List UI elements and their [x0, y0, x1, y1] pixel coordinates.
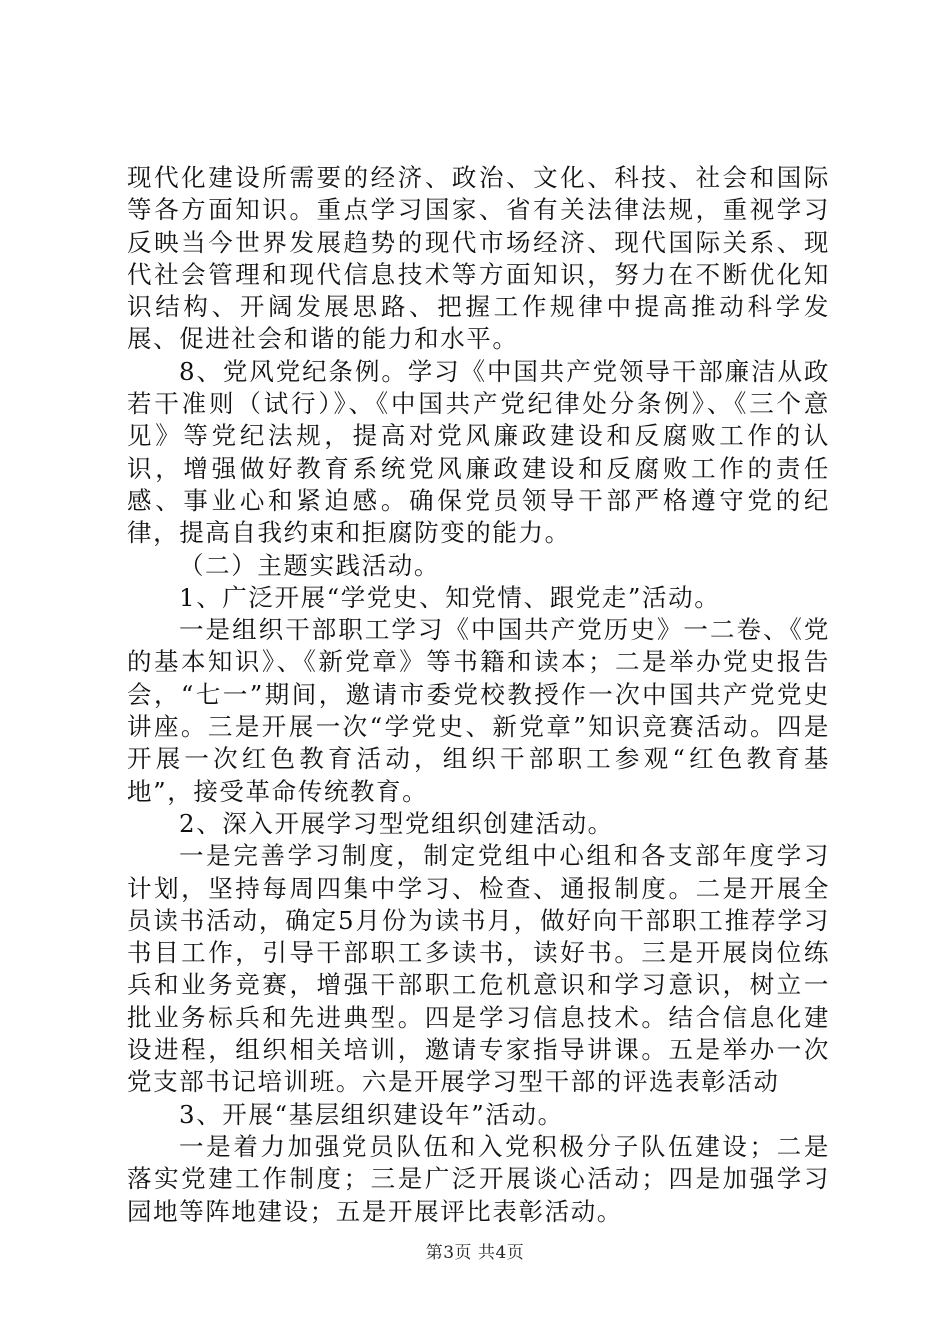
- item-heading-3: 3、开展“基层组织建设年”活动。: [179, 1099, 564, 1129]
- paragraph-1: 现代化建设所需要的经济、政治、文化、科技、社会和国际等各方面知识。重点学习国家、省有关法律法规，重视学习反映当今世界发展趋势的现代市场经济、现代国际关系、现代社会管理和现代信息技术等方面知识，努力在不断优化知识结构、开阔发展思路、把握工作规律中提高推动科学发展、促进社会和谐的能力和水平。: [127, 163, 830, 354]
- paragraph-5: 一是着力加强党员队伍和入党积极分子队伍建设；二是落实党建工作制度；三是广泛开展谈心活动；四是加强学习园地等阵地建设；五是开展评比表彰活动。: [127, 1131, 830, 1226]
- paragraph-4: 一是完善学习制度，制定党组中心组和各支部年度学习计划，坚持每周四集中学习、检查、通报制度。二是开展全员读书活动，确定5月份为读书月，做好向干部职工推荐学习书目工作，引导干部职工多读书，读好书。三是开展岗位练兵和业务竞赛，增强干部职工危机意识和学习意识，树立一批业务标兵和先进典型。四是学习信息技术。结合信息化建设进程，组织相关培训，邀请专家指导讲课。五是举办一次党支部书记培训班。六是开展学习型干部的评选表彰活动: [127, 841, 830, 1097]
- item-heading-1: 1、广泛开展“学党史、知党情、跟党走”活动。: [179, 582, 721, 612]
- document-body: [127, 162, 830, 1228]
- paragraph-3: 一是组织干部职工学习《中国共产党历史》一二卷、《党的基本知识》、《新党章》等书籍和读本；二是举办党史报告会，“七一”期间，邀请市委党校教授作一次中国共产党党史讲座。三是开展一次“学党史、新党章”知识竞赛活动。四是开展一次红色教育活动，组织干部职工参观“红色教育基地”，接受革命传统教育。: [127, 615, 830, 806]
- paragraph-2: 8、党风党纪条例。学习《中国共产党领导干部廉洁从政若干准则（试行）》、《中国共产党纪律处分条例》、《三个意见》等党纪法规，提高对党风廉政建设和反腐败工作的认识，增强做好教育系统党风廉政建设和反腐败工作的责任感、事业心和紧迫感。确保党员领导干部严格遵守党的纪律，提高自我约束和拒腐防变的能力。: [127, 356, 830, 548]
- page-number-footer: 第3页 共4页: [425, 1243, 525, 1263]
- item-heading-2: 2、深入开展学习型党组织创建活动。: [179, 808, 614, 838]
- section-heading: （二）主题实践活动。: [179, 550, 440, 580]
